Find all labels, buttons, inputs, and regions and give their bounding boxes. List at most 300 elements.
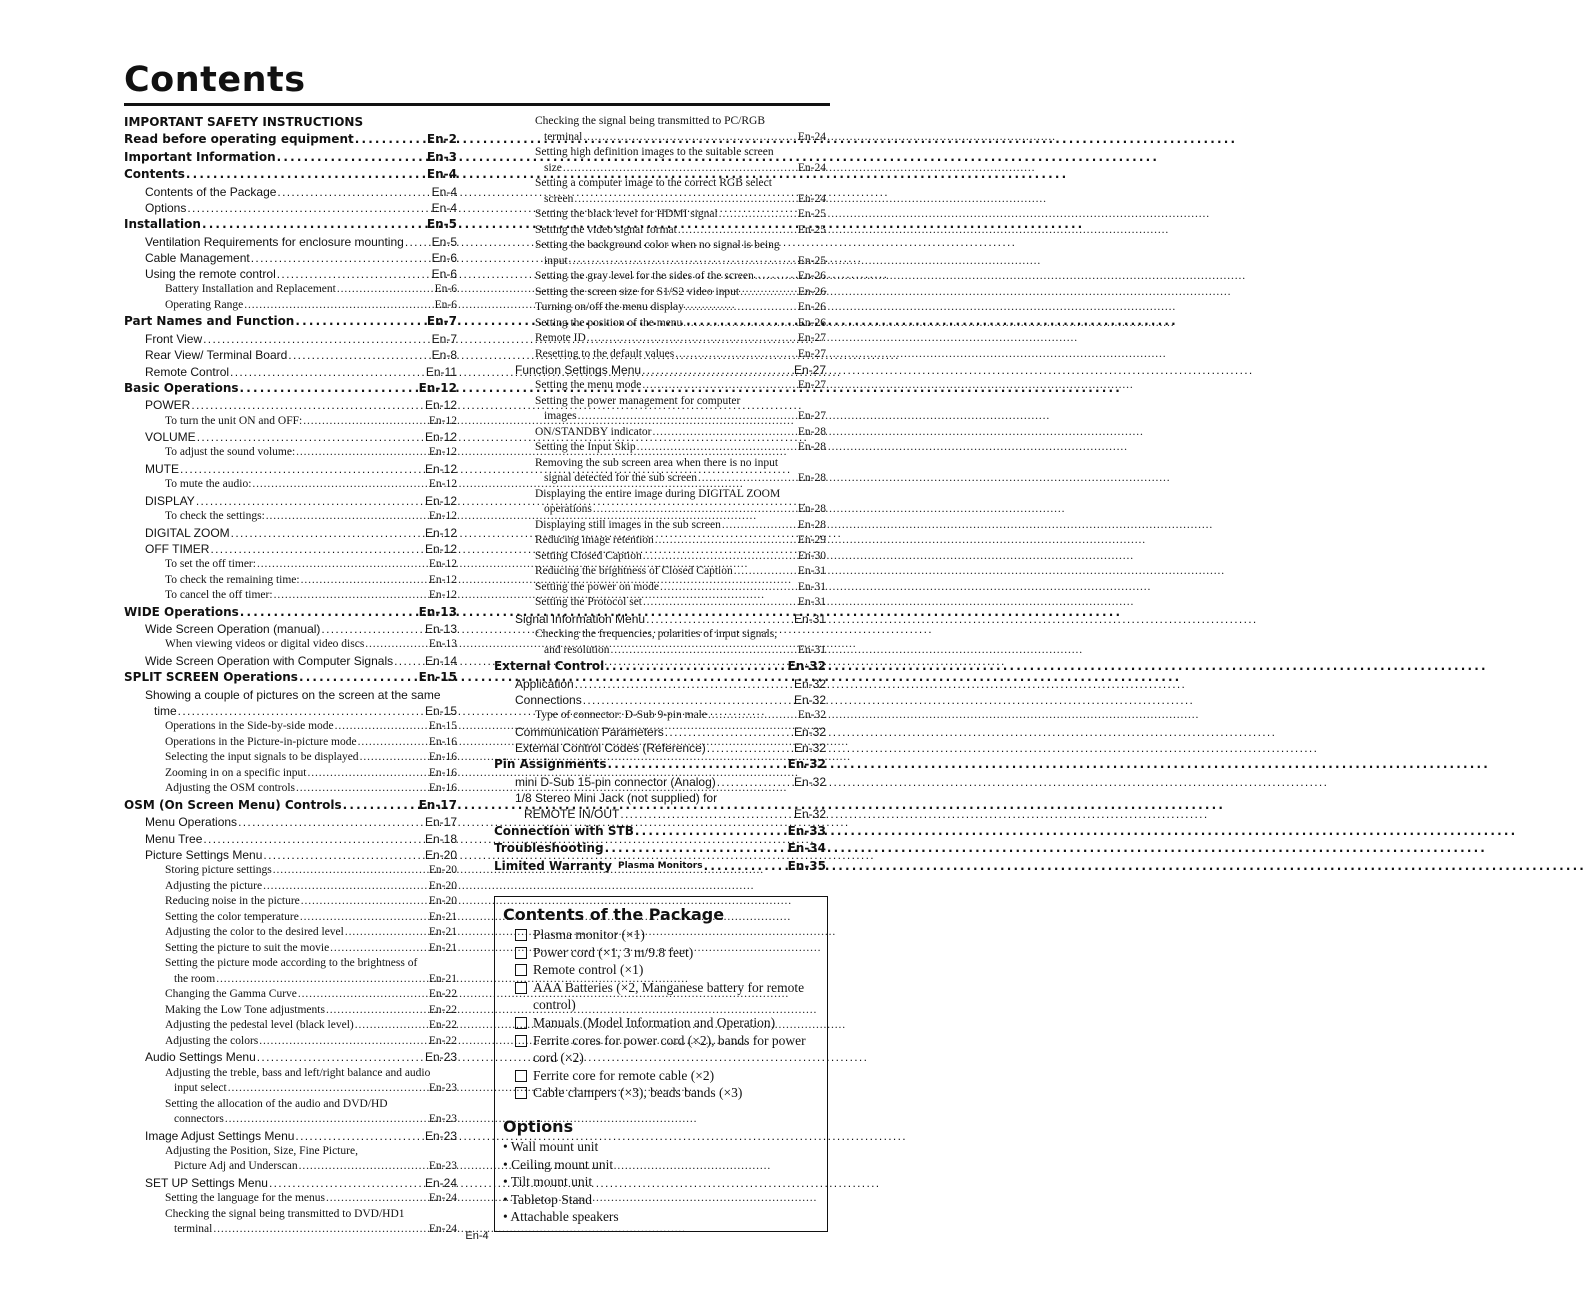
toc-entry[interactable] [124,588,457,604]
dot-leader [230,364,425,380]
package-box [494,896,828,1232]
toc-entry[interactable] [494,533,826,549]
toc-entry[interactable] [124,925,457,941]
toc-entry-title: Menu Tree [145,831,203,846]
dot-leader [620,806,793,822]
toc-entry-subtitle: Plasma Monitors [617,860,703,871]
toc-entry[interactable] [124,131,457,149]
toc-entry-title: Storing picture settings [165,864,272,877]
toc-entry[interactable] [124,653,457,669]
toc-page-number: En-16 [428,735,457,748]
package-item [503,926,819,944]
toc-page-number: En-28 [797,518,826,531]
toc-entry-title: Setting Closed Caption [535,549,642,562]
toc-entry[interactable] [124,814,457,830]
toc-entry[interactable] [124,735,457,751]
toc-page-number: En-17 [418,797,457,812]
dot-leader [295,313,426,331]
toc-entry[interactable] [494,378,826,394]
toc-entry[interactable] [494,425,826,441]
dot-leader [298,987,428,1003]
toc-entry-title: To check the settings: [165,510,265,523]
dot-leader [583,692,793,708]
dot-leader [296,445,428,461]
toc-entry-title: 1/8 Stereo Mini Jack (not supplied) for [515,791,718,806]
toc-entry[interactable] [494,238,826,269]
toc-entry-title-continued: operations [544,503,592,516]
toc-entry[interactable] [494,223,826,239]
dot-leader [326,1003,428,1019]
toc-page-number: En-21 [428,926,457,939]
dot-leader [301,573,428,589]
dot-leader [326,1191,428,1207]
dot-leader [263,879,428,895]
toc-page-number: En-12 [428,414,457,427]
toc-entry[interactable] [124,461,457,477]
toc-entry-continuation [535,130,826,146]
toc-entry[interactable] [124,863,457,879]
toc-entry[interactable] [124,1128,457,1144]
dot-leader [337,282,434,298]
toc-entry[interactable] [494,627,826,658]
toc-entry[interactable] [124,831,457,847]
toc-entry-title: Adjusting the colors [165,1034,259,1047]
toc-page-number: En-25 [797,223,826,236]
toc-entry-title: Adjusting the treble, bass and left/right balance and audio [165,1066,431,1079]
package-heading: Contents of the Package [503,905,725,924]
toc-page-number: En-32 [793,740,826,755]
toc-entry[interactable] [124,1049,457,1065]
toc-entry[interactable] [494,611,826,627]
toc-entry-title: Connections [515,692,582,707]
toc-entry[interactable] [124,250,457,266]
toc-entry-title: Setting the black level for HDMI signal [535,208,718,220]
toc-page-number: En-26 [797,285,826,298]
toc-entry[interactable] [494,658,826,676]
toc-entry[interactable] [124,1144,457,1175]
toc-page-number: En-27 [797,347,826,360]
toc-page-number: En-24 [428,1192,457,1205]
dot-leader [303,414,428,430]
toc-entry-title: Removing the sub screen area when there is no input [535,456,779,469]
dot-leader [637,440,797,456]
toc-entry[interactable] [494,331,826,347]
toc-entry-title: Operations in the Side-by-side mode [165,720,334,733]
dot-leader [203,331,431,347]
dot-leader [660,580,797,596]
dot-leader [683,316,797,332]
toc-entry[interactable] [494,456,826,487]
toc-entry[interactable] [124,637,457,653]
toc-entry-title: Adjusting the picture [165,879,263,892]
toc-entry[interactable] [494,285,826,301]
toc-page-number: En-20 [428,895,457,908]
toc-page-number: En-6 [431,267,457,282]
page-title: Contents [124,60,306,100]
toc-entry[interactable] [124,879,457,895]
toc-entry[interactable] [124,910,457,926]
toc-page-number: En-25 [797,208,826,220]
toc-entry-title: Options [145,200,187,215]
toc-page-number: En-23 [424,1128,457,1143]
toc-page-number: En-24 [797,130,826,143]
toc-entry[interactable] [124,445,457,461]
dot-leader [358,735,428,751]
toc-page-number: En-12 [428,478,457,491]
toc-entry[interactable] [124,347,457,363]
toc-entry-title: MUTE [145,461,179,476]
toc-entry[interactable] [124,847,457,863]
toc-page-number: En-5 [426,217,457,232]
toc-entry-continuation [515,806,826,822]
toc-page-number: En-31 [797,580,826,593]
toc-entry[interactable] [124,541,457,557]
dot-leader [587,331,797,347]
toc-page-number: En-16 [428,782,457,795]
toc-entry-title-continued: screen [544,192,574,205]
toc-entry[interactable] [494,790,826,823]
toc-entry-title: Adjusting the pedestal level (black level) [165,1019,354,1032]
toc-entry[interactable] [124,184,457,200]
toc-entry-title: Setting the screen size for S1/S2 video input [535,285,740,298]
dot-leader [263,847,424,863]
dot-leader [610,643,796,659]
package-item [503,944,819,962]
toc-entry[interactable] [494,756,826,774]
toc-entry[interactable] [494,692,826,708]
toc-entry[interactable] [124,493,457,509]
toc-entry-title: Part Names and Function [124,314,295,329]
option-item: • Attachable speakers [503,1209,619,1225]
toc-entry-title: Installation [124,217,201,232]
toc-entry[interactable] [494,708,826,724]
toc-entry-title: When viewing videos or digital video discs [165,638,365,651]
toc-page-number: En-5 [431,234,457,249]
dot-leader [197,429,424,445]
dot-leader [273,863,428,879]
toc-page-number: En-23 [428,1082,457,1095]
toc-page-number: En-34 [787,841,826,856]
toc-entry[interactable] [494,840,826,858]
toc-entry-title: Audio Settings Menu [145,1050,256,1065]
toc-entry[interactable] [124,750,457,766]
toc-entry[interactable] [124,298,457,314]
toc-entry[interactable] [124,429,457,445]
dot-leader [228,1081,428,1097]
dot-leader [722,518,797,534]
toc-page-number: En-27 [797,332,826,344]
toc-entry-title: Setting high definition images to the suitable screen [535,146,774,158]
toc-entry[interactable] [494,440,826,456]
toc-entry[interactable] [494,114,826,145]
toc-entry[interactable] [124,331,457,347]
toc-entry[interactable] [124,1003,457,1019]
toc-entry-title: Communication Parameters [515,724,664,739]
toc-entry[interactable] [124,200,457,216]
toc-entry[interactable] [124,477,457,493]
toc-entry[interactable] [124,166,457,184]
toc-page-number: En-25 [797,254,826,267]
toc-entry[interactable] [124,380,457,398]
toc-entry[interactable] [494,858,826,876]
dot-leader [405,234,431,250]
toc-page-number: En-31 [797,565,826,578]
toc-page-number: En-23 [428,1160,457,1173]
toc-entry-title: To set the off timer: [165,558,256,571]
toc-page-number: En-22 [428,1034,457,1047]
toc-entry[interactable] [124,397,457,413]
dot-leader [240,380,418,398]
toc-entry[interactable] [494,176,826,207]
toc-entry-title: Battery Installation and Replacement [165,283,336,296]
toc-page-number: En-28 [797,472,826,485]
toc-entry[interactable] [124,573,457,589]
toc-entry[interactable] [494,316,826,332]
toc-entry[interactable] [124,1066,457,1097]
toc-entry-title: Setting the power on mode [535,580,659,593]
toc-entry[interactable] [124,1018,457,1034]
dot-leader [578,409,797,425]
toc-page-number: En-32 [787,757,826,772]
dot-leader [203,831,424,847]
toc-page-number: En-11 [425,364,457,379]
toc-entry[interactable] [124,1191,457,1207]
dot-leader [225,1112,428,1128]
toc-entry[interactable] [494,595,826,611]
toc-entry[interactable] [124,956,457,987]
toc-page-number: En-27 [793,363,826,377]
dot-leader [608,756,787,774]
toc-entry[interactable] [494,518,826,534]
toc-page-number: En-17 [424,815,457,830]
toc-entry-title: Setting the color temperature [165,910,299,923]
toc-page-number: En-6 [434,283,457,296]
toc-entry[interactable] [124,557,457,573]
toc-entry-title: DISPLAY [145,493,195,508]
toc-entry-continuation [535,502,826,518]
toc-entry-title: Limited Warranty [494,858,612,873]
toc-entry-title: Changing the Gamma Curve [165,988,297,1001]
option-item: • Tilt mount unit [503,1174,593,1190]
toc-entry[interactable] [124,234,457,250]
toc-entry[interactable] [124,719,457,735]
toc-entry-title: SPLIT SCREEN Operations [124,670,298,685]
toc-entry[interactable] [124,894,457,910]
checkbox-icon [515,947,527,959]
toc-entry[interactable] [494,564,826,580]
toc-entry-title: POWER [145,398,191,413]
toc-entry-title: DIGITAL ZOOM [145,525,230,540]
package-item-label: Ferrite core for remote cable (×2) [533,1067,715,1083]
toc-entry[interactable] [124,509,457,525]
dot-leader [355,1018,428,1034]
toc-entry[interactable] [124,781,457,797]
toc-entry[interactable] [124,149,457,167]
toc-entry[interactable] [124,364,457,380]
dot-leader [252,477,428,493]
dot-leader [180,461,424,477]
toc-page-number: En-16 [428,766,457,779]
toc-entry-title: Important Information [124,149,276,164]
toc-entry[interactable] [124,797,457,815]
dot-leader [299,1159,428,1175]
toc-page-number: En-12 [424,430,457,445]
toc-entry-title: To check the remaining time: [165,573,300,586]
toc-entry-title: Image Adjust Settings Menu [145,1128,295,1143]
dot-leader [646,611,793,627]
toc-entry-title: Application [515,676,574,691]
toc-entry[interactable] [494,207,826,223]
toc-page-number: En-24 [424,1175,457,1190]
dot-leader [187,200,430,216]
toc-entry[interactable] [494,145,826,176]
toc-entry[interactable] [124,216,457,234]
toc-entry-title: Selecting the input signals to be displayed [165,751,359,764]
dot-leader [360,750,428,766]
toc-page-number: En-27 [797,410,826,423]
toc-page-number: En-15 [428,720,457,733]
toc-entry[interactable] [494,362,826,378]
option-item: • Tabletop Stand [503,1191,593,1207]
toc-page-number: En-15 [418,670,457,685]
toc-entry[interactable] [124,669,457,687]
dot-leader [655,533,797,549]
dot-leader [277,149,426,167]
toc-entry-title: Setting the language for the menus [165,1192,326,1205]
toc-entry[interactable] [494,823,826,841]
toc-page-number: En-30 [797,549,826,562]
toc-entry[interactable] [124,766,457,782]
toc-entry-title: Resetting to the default values [535,347,675,360]
toc-entry-title: Turning on/off the menu display [535,301,684,313]
package-list [503,926,819,1102]
toc-entry-title: To adjust the sound volume: [165,446,296,459]
toc-entry[interactable] [124,1097,457,1128]
dot-leader [685,300,797,316]
toc-entry-title: Zooming in on a specific input [165,766,307,779]
toc-entry-continuation [165,1112,457,1128]
dot-leader [678,223,797,239]
toc-entry[interactable] [124,621,457,637]
toc-entry[interactable] [124,313,457,331]
toc-entry-title: ON/STANDBY indicator [535,425,652,438]
toc-entry[interactable] [494,487,826,518]
toc-entry[interactable] [124,414,457,430]
package-item [503,1014,819,1032]
toc-entry[interactable] [494,740,826,756]
toc-entry-title: Displaying still images in the sub screen [535,518,721,531]
toc-entry[interactable] [494,347,826,363]
toc-entry[interactable] [124,987,457,1003]
toc-page-number: En-4 [431,184,457,199]
dot-leader [269,1175,424,1191]
toc-entry-title: Displaying the entire image during DIGITAL ZOOM [535,487,781,500]
toc-entry[interactable] [124,266,457,282]
dot-leader [300,910,428,926]
dot-leader [244,298,433,314]
checkbox-icon [515,1017,527,1029]
toc-page-number: En-20 [428,879,457,892]
checkbox-icon [515,1087,527,1099]
toc-entry-title-continued: input [544,254,568,267]
toc-page-number: En-12 [424,493,457,508]
toc-page-number: En-7 [426,314,457,329]
toc-heading [124,114,457,131]
toc-entry-title: Checking the frequencies, polarities of input signals, [535,628,778,641]
dot-leader [266,509,428,525]
dot-leader [251,250,431,266]
toc-entry[interactable] [494,549,826,565]
toc-entry-title: Setting the video signal format [535,223,677,236]
page-number: En-4 [465,1230,489,1242]
toc-entry-title: Setting the Protocol set [535,596,643,609]
toc-entry[interactable] [494,774,826,790]
toc-page-number: En-12 [424,525,457,540]
toc-entry-title: Adjusting the color to the desired level [165,926,344,939]
toc-page-number: En-12 [428,573,457,586]
toc-entry[interactable] [124,282,457,298]
dot-leader [643,595,797,611]
package-item-label: Remote control (×1) [533,962,644,978]
package-item-label: AAA Batteries (×2, Manganese battery for remote control) [533,979,805,1013]
package-item-label: Manuals (Model Information and Operation) [533,1014,776,1030]
toc-entry-title: Rear View/ Terminal Board [145,348,288,363]
dot-leader [295,1128,424,1144]
toc-entry[interactable] [494,394,826,425]
toc-entry[interactable] [124,604,457,622]
toc-entry[interactable] [494,676,826,692]
toc-entry[interactable] [494,269,826,285]
toc-entry[interactable] [124,687,457,720]
toc-entry-title: Reducing noise in the picture [165,895,300,908]
toc-entry-title: Signal Information Menu [515,611,646,626]
dot-leader [178,703,424,719]
dot-leader [257,1049,424,1065]
toc-entry[interactable] [124,941,457,957]
toc-entry-title-continued: images [544,410,577,423]
dot-leader [605,658,786,676]
toc-entry[interactable] [494,300,826,316]
toc-entry[interactable] [124,1034,457,1050]
toc-page-number: En-22 [428,1003,457,1016]
toc-entry[interactable] [494,580,826,596]
toc-entry-title-continued: time [154,704,177,719]
toc-page-number: En-20 [428,864,457,877]
dot-leader [308,766,428,782]
dot-leader [593,502,797,518]
toc-page-number: En-16 [428,751,457,764]
toc-page-number: En-31 [797,643,826,656]
toc-entry[interactable] [124,525,457,541]
toc-page-number: En-27 [797,379,826,392]
toc-entry[interactable] [494,724,826,740]
toc-entry-title-continued: REMOTE IN/OUT [524,807,620,822]
toc-entry-title: To mute the audio: [165,478,252,491]
toc-entry-continuation [535,643,826,659]
toc-entry-continuation [145,703,457,719]
checkbox-icon [515,982,527,994]
checkbox-icon [515,1035,527,1047]
option-item: • Ceiling mount unit [503,1156,614,1172]
toc-entry-title: Reducing image retention [535,534,654,547]
dot-leader [704,858,787,876]
toc-entry[interactable] [124,1175,457,1191]
package-item-label: Power cord (×1, 3 m/9.8 feet) [533,944,694,960]
toc-entry-title: Checking the signal being transmitted to DVD/HD1 [165,1207,405,1220]
dot-leader [635,823,787,841]
toc-entry-title: Using the remote control [145,267,276,282]
dot-leader [653,425,797,441]
